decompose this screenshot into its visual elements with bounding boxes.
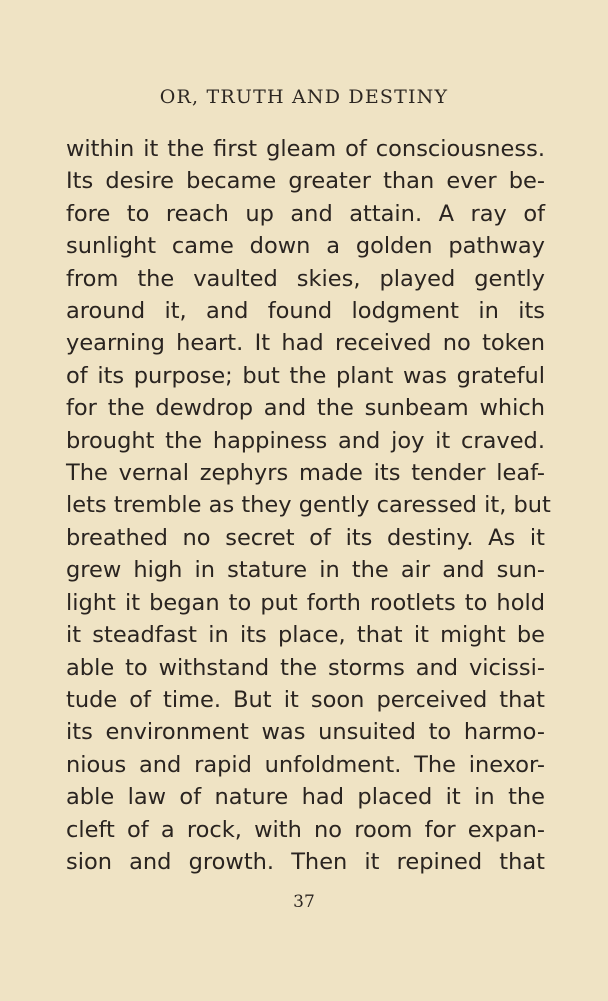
text-line: light it began to put forth rootlets to hold — [66, 589, 545, 616]
text-line: from the vaulted skies, played gently — [66, 265, 545, 292]
text-line: within it the first gleam of consciousness. — [66, 136, 545, 162]
text-line: sunlight came down a golden pathway — [66, 233, 545, 260]
text-line: yearning heart. It had received no token — [66, 330, 545, 357]
text-line: able law of nature had placed it in the — [66, 784, 545, 811]
text-line: nious and rapid unfoldment. The inexor- — [66, 751, 545, 778]
page-number: 37 — [293, 892, 315, 912]
text-line: able to withstand the storms and vicissi- — [66, 654, 545, 681]
text-line: The vernal zephyrs made its tender leaf- — [66, 460, 545, 487]
text-line: of its purpose; but the plant was grateful — [66, 362, 545, 389]
text-line: Its desire became greater than ever be- — [66, 168, 545, 195]
text-line: cleft of a rock, with no room for expan- — [66, 816, 545, 843]
text-line: brought the happiness and joy it craved. — [66, 427, 545, 454]
text-line: lets tremble as they gently caressed it, but — [66, 492, 551, 519]
text-line: its environment was unsuited to harmo- — [66, 719, 545, 746]
text-line: grew high in stature in the air and sun- — [66, 557, 545, 584]
running-header: OR, TRUTH AND DESTINY — [159, 86, 449, 108]
body-text — [66, 133, 551, 878]
text-line: sion and growth. Then it repined that — [66, 848, 545, 875]
text-line: tude of time. But it soon perceived that — [66, 686, 545, 713]
text-line: breathed no secret of its destiny. As it — [66, 524, 545, 551]
text-line: for the dewdrop and the sunbeam which — [66, 395, 545, 422]
text-line: it steadfast in its place, that it might be — [66, 622, 545, 649]
text-line: around it, and found lodgment in its — [66, 298, 545, 325]
text-line: fore to reach up and attain. A ray of — [66, 200, 545, 227]
